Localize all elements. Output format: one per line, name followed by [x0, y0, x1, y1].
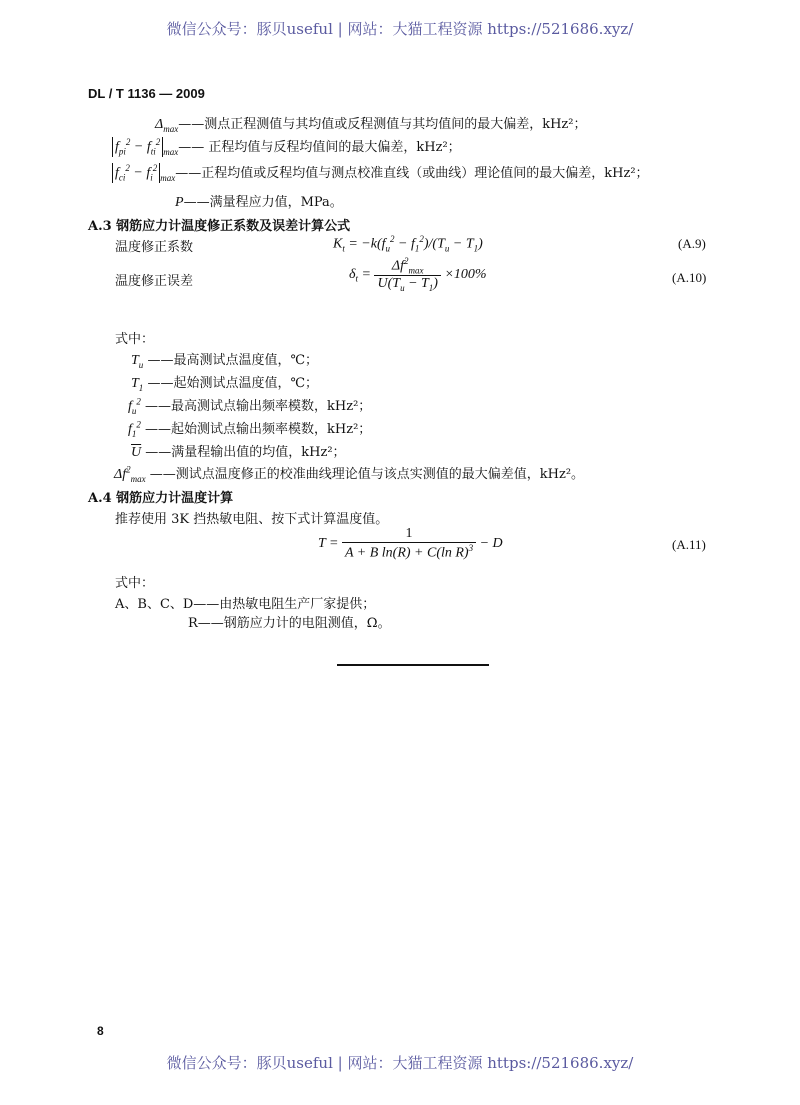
- watermark-bottom: 微信公众号：豚贝useful | 网站：大猫工程资源 https://521686.xyz/: [166, 1054, 634, 1072]
- def-fc-f-desc: ——正程均值或反程均值与测点校准直线（或曲线）理论值间的最大偏差，kHz²；: [175, 166, 649, 181]
- eq-a9-number: (A.9): [678, 236, 706, 251]
- def-p: [175, 191, 343, 211]
- equation-a11: T = $\frac{1}{A + B \ln(R) + C(\ln R)^3}$ − D: [318, 526, 503, 561]
- symbol-t1: $T_1$: [131, 376, 144, 393]
- equation-a10: $\delta_t$ = $\frac{\Delta f^2_{max}}{\overline{U}(T_u - T_1)}$ ×100%: [349, 256, 487, 294]
- eq-a11-number: (A.11): [672, 537, 706, 552]
- def-ubar: [131, 441, 346, 461]
- eq-a10-label: 温度修正误差: [115, 274, 194, 289]
- where-label-a4: 式中：: [115, 576, 155, 591]
- standard-code-header: DL / T 1136 — 2009: [88, 86, 205, 101]
- def-delta-max: [155, 113, 587, 134]
- section-a3-title: A.3 钢筋应力计温度修正系数及误差计算公式: [88, 219, 351, 234]
- def-f1-desc: ——起始测试点输出频率模数，kHz²；: [145, 422, 372, 437]
- def-fp-ft: [112, 136, 461, 157]
- def-fu: [128, 395, 371, 416]
- def-p-desc: ——满量程应力值，MPa。: [183, 195, 343, 210]
- def-delta-max-desc: ——测点正程测值与其均值或反程测值与其均值间的最大偏差，kHz²；: [178, 117, 587, 132]
- def-t1: [131, 372, 318, 393]
- def-fp-ft-desc: —— 正程均值与反程均值间的最大偏差，kHz²；: [178, 140, 461, 155]
- def-tu-desc: ——最高测试点温度值，℃；: [147, 353, 318, 368]
- page-number: 8: [97, 1024, 104, 1038]
- symbol-tu: $T_u$: [131, 353, 144, 370]
- symbol-f1: $f_1^2$: [128, 419, 141, 439]
- symbol-fu: $f_u^2$: [128, 396, 141, 416]
- symbol-fp-ft: $f_{pi}^2 - f_{ti}^2_{max}$: [112, 140, 178, 155]
- symbol-fc-f: $f_{ci}^2 - f_i^2_{max}$: [112, 166, 175, 181]
- def-fc-f: [112, 162, 649, 183]
- equation-a9: $K_t = -k(f_u^2 - f_1^2)/(T_u - T_1)$: [333, 234, 483, 254]
- def-f1: [128, 418, 371, 439]
- def-ubar-desc: ——满量程输出值的均值，kHz²；: [145, 445, 346, 460]
- eq-a9-label: 温度修正系数: [115, 240, 194, 255]
- symbol-delta-max: $\Delta_{max}$: [155, 117, 179, 134]
- def-tu: [131, 349, 318, 370]
- def-delta-f: [114, 463, 584, 484]
- def-delta-f-desc: ——测试点温度修正的校准曲线理论值与该点实测值的最大偏差值，kHz²。: [149, 467, 585, 482]
- symbol-p: P: [175, 195, 184, 210]
- end-of-section-rule: [337, 664, 489, 666]
- section-a4-intro: 推荐使用 3K 挡热敏电阻、按下式计算温度值。: [115, 512, 389, 527]
- def-abcd: A、B、C、D——由热敏电阻生产厂家提供；: [115, 597, 376, 612]
- def-fu-desc: ——最高测试点输出频率模数，kHz²；: [145, 399, 372, 414]
- eq-a10-number: (A.10): [672, 270, 707, 285]
- where-label-a3: 式中：: [115, 332, 155, 347]
- symbol-ubar: $\overline{U}$: [131, 445, 142, 460]
- def-r: R——钢筋应力计的电阻测值，Ω。: [188, 616, 391, 631]
- symbol-delta-f: $\Delta f^2_{max}$: [114, 464, 146, 484]
- watermark-top: 微信公众号：豚贝useful | 网站：大猫工程资源 https://521686.xyz/: [166, 20, 634, 38]
- section-a4-title: A.4 钢筋应力计温度计算: [88, 491, 234, 506]
- def-t1-desc: ——起始测试点温度值，℃；: [147, 376, 318, 391]
